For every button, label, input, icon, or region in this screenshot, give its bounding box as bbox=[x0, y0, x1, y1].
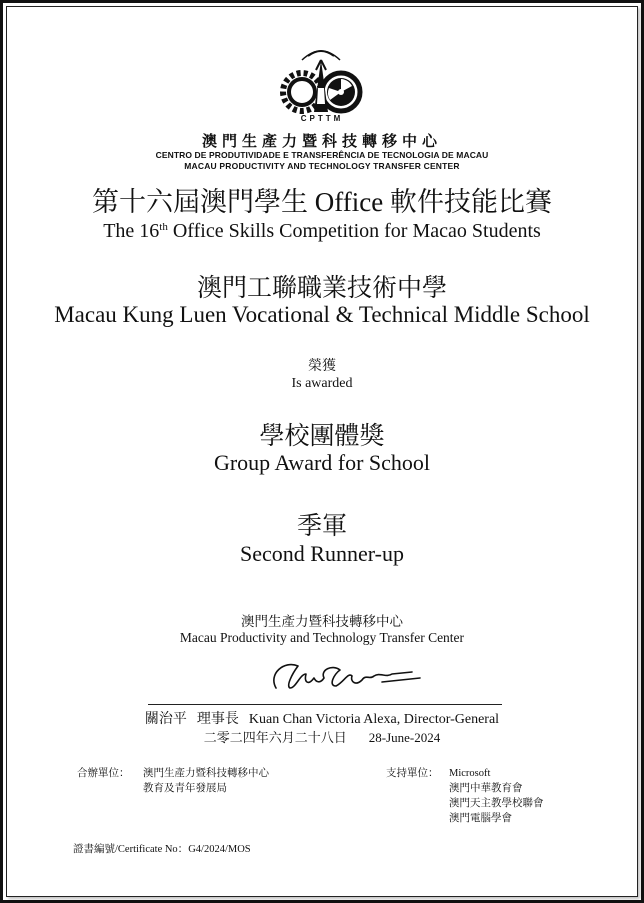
cpttm-logo-icon bbox=[278, 48, 364, 122]
signer-name-title-en: Kuan Chan Victoria Alexa, Director-General bbox=[248, 712, 500, 727]
logo-abbreviation: CPTTM bbox=[300, 114, 344, 123]
co-organizer-item: 澳門生產力暨科技轉移中心 bbox=[143, 768, 269, 779]
recipient-name-en: Macau Kung Luen Vocational & Technical Middle School bbox=[54, 302, 590, 327]
certificate-number-label: 證書編號/Certificate No： bbox=[73, 844, 189, 855]
certificate-number-value: G4/2024/MOS bbox=[188, 844, 251, 855]
supporter-item: 澳門電腦學會 bbox=[449, 813, 512, 824]
competition-title-en bbox=[0, 220, 644, 243]
co-organizers-list bbox=[143, 766, 269, 796]
awarded-zh: 榮獲 bbox=[308, 359, 336, 374]
date-zh: 二零二四年六月二十八日 bbox=[203, 730, 347, 745]
issuer-footer-en: Macau Productivity and Technology Transfer Center bbox=[179, 630, 465, 645]
supporter-item: Microsoft bbox=[449, 768, 491, 779]
supporters-list bbox=[449, 766, 544, 826]
date-line bbox=[0, 727, 644, 746]
date-en: 28-June-2024 bbox=[368, 730, 441, 745]
signer-name-zh: 關治平 bbox=[144, 712, 187, 727]
signature-image bbox=[262, 652, 430, 698]
competition-title-en-ordinal: th bbox=[159, 221, 168, 233]
issuer-name-zh: 澳門生產力暨科技轉移中心 bbox=[201, 132, 442, 150]
award-category-zh: 學校團體獎 bbox=[259, 423, 385, 450]
supporters-label: 支持單位： bbox=[386, 768, 439, 779]
issuer-footer-zh: 澳門生產力暨科技轉移中心 bbox=[241, 614, 403, 629]
competition-title-en-prefix: The 16 bbox=[103, 220, 160, 242]
placement-en: Second Runner-up bbox=[240, 541, 404, 566]
supporter-item: 澳門中華教育會 bbox=[449, 783, 523, 794]
supporter-item: 澳門天主教學校聯會 bbox=[449, 798, 544, 809]
competition-title-en-suffix: Office Skills Competition for Macao Students bbox=[167, 220, 541, 242]
issuer-name-pt: CENTRO DE PRODUTIVIDADE E TRANSFERÊNCIA DE TECNOLOGIA DE MACAU bbox=[155, 150, 489, 160]
signer-line bbox=[0, 708, 644, 728]
co-organizers-label: 合辦單位： bbox=[77, 768, 130, 779]
award-category-en: Group Award for School bbox=[213, 450, 431, 475]
issuer-name-en: MACAU PRODUCTIVITY AND TECHNOLOGY TRANSFER CENTER bbox=[184, 161, 460, 171]
placement-zh: 季軍 bbox=[296, 513, 347, 540]
awarded-en: Is awarded bbox=[291, 376, 353, 391]
signer-title-zh: 理事長 bbox=[196, 712, 239, 727]
certificate-number bbox=[73, 841, 251, 856]
competition-title-zh: 第十六屆澳門學生 Office 軟件技能比賽 bbox=[92, 187, 552, 217]
signature-line bbox=[148, 704, 502, 705]
recipient-name-zh: 澳門工聯職業技術中學 bbox=[196, 275, 447, 302]
co-organizer-item: 教育及青年發展局 bbox=[143, 783, 227, 794]
